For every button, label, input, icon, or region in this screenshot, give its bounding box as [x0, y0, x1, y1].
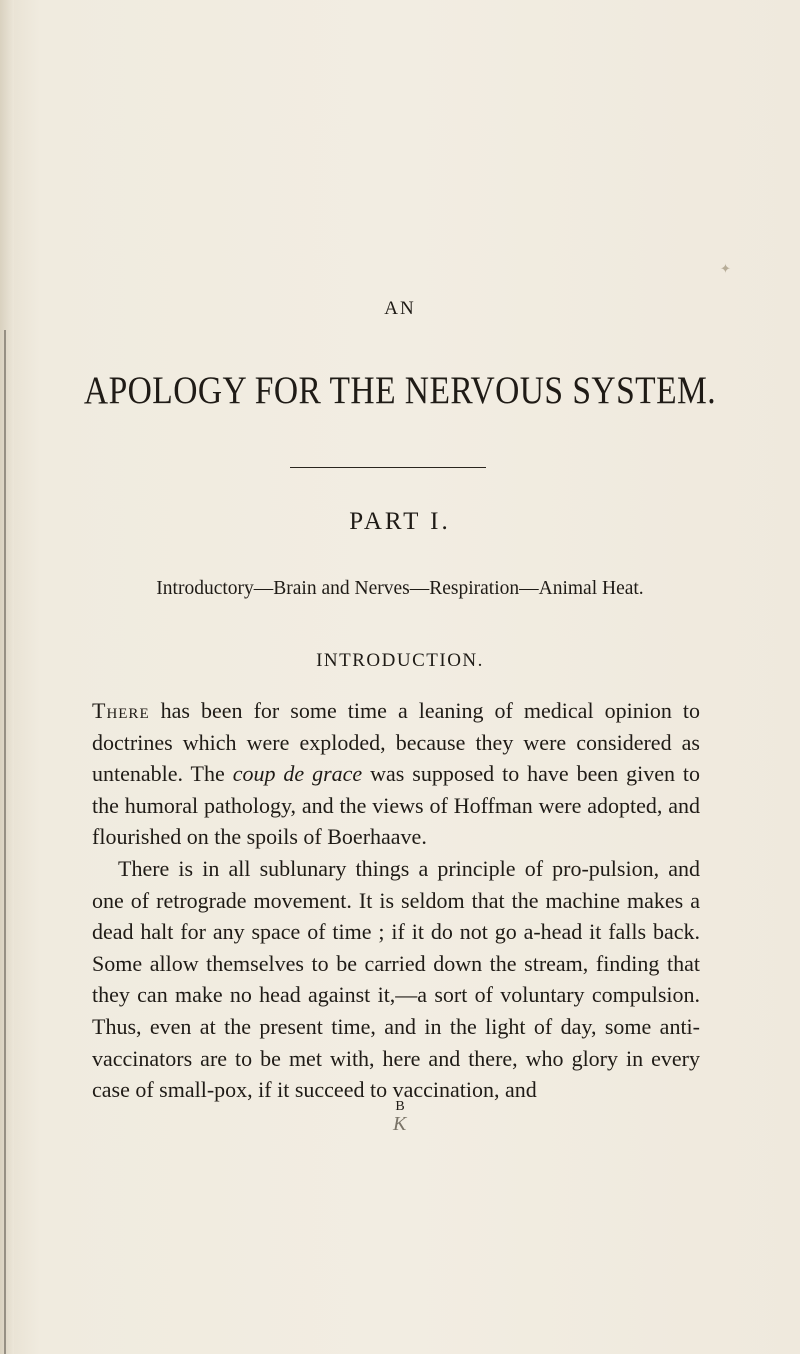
- handwritten-mark: K: [393, 1113, 407, 1135]
- binding-edge: [4, 330, 6, 1354]
- body-text: [92, 695, 700, 1106]
- signature-mark: B: [395, 1099, 405, 1114]
- italic-phrase: coup de grace: [232, 761, 363, 787]
- part-contents: Introductory—Brain and Nerves—Respiration—Animal Heat.: [156, 578, 644, 599]
- page-gutter: [0, 0, 14, 1354]
- drop-word: There: [92, 698, 150, 723]
- paragraph-1-part-b: was supposed to have been given to the humoral pathology, and the views of Hoffman were adopted, and flourished on the spoils of Boerhaave.: [92, 761, 701, 850]
- title-rule: [290, 467, 486, 468]
- paper-blemish: ✦: [720, 261, 731, 276]
- paragraph-1: [92, 695, 700, 853]
- paragraph-2: There is in all sublunary things a principle of pro-pulsion, and one of retrograde movement. It is seldom that the machine makes a dead halt for any space of time ; if it do not go a-head it falls back. Some allow themselves to be carried down the stream, finding that they can make no head against it,—a sort of voluntary compulsion. Thus, even at the present time, and in the light of day, some anti-vaccinators are to be met with, here and there, who glory in every case of small-pox, if it succeed to vaccination, and: [92, 855, 700, 1103]
- paragraph-1-part-a: has been for some time a leaning of medical opinion to doctrines which were exploded, because they were considered as untenable. The: [92, 698, 700, 787]
- book-title: APOLOGY FOR THE NERVOUS SYSTEM.: [83, 369, 717, 412]
- pre-title: AN: [384, 298, 416, 319]
- part-heading: PART I.: [349, 508, 451, 535]
- section-heading: INTRODUCTION.: [316, 650, 484, 671]
